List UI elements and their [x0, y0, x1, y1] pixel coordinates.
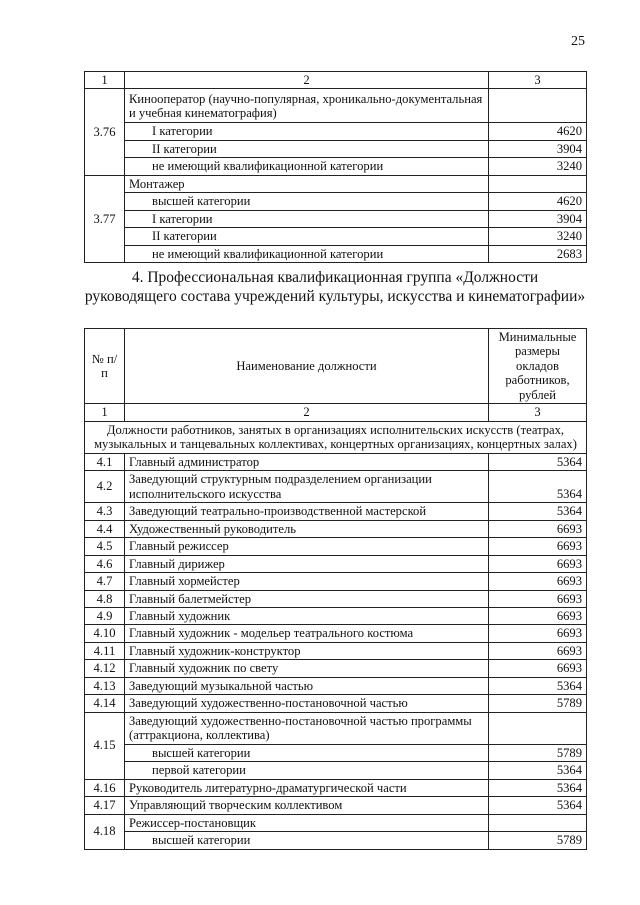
salary-value: 6693	[489, 660, 587, 677]
salary-value: 4620	[489, 193, 587, 210]
position-name: Заведующий музыкальной частью	[125, 677, 489, 694]
row-number: 4.1	[85, 453, 125, 470]
salary-value: 5789	[489, 832, 587, 849]
table-row	[85, 520, 587, 537]
rows-group	[85, 453, 587, 712]
row-number: 4.13	[85, 677, 125, 694]
table-row	[85, 228, 587, 245]
position-name: Главный художник-конструктор	[125, 642, 489, 659]
position-name: Главный художник - модельер театрального костюма	[125, 625, 489, 642]
table-row	[85, 625, 587, 642]
row-number: 4.3	[85, 503, 125, 520]
col-number-cell: 2	[125, 404, 489, 421]
position-name: Художественный руководитель	[125, 520, 489, 537]
header-salary: Минимальные размеры окладов работников, рублей	[489, 329, 587, 404]
salary-value: 5364	[489, 779, 587, 796]
row-number: 4.2	[85, 471, 125, 503]
empty-value-cell	[489, 89, 587, 123]
table-row	[85, 762, 587, 779]
position-name: Главный балетмейстер	[125, 590, 489, 607]
table-positions-continued	[84, 71, 587, 263]
table-row	[85, 140, 587, 157]
table-row	[85, 573, 587, 590]
salary-value: 5364	[489, 797, 587, 814]
position-name: Главный администратор	[125, 453, 489, 470]
header-row	[85, 329, 587, 404]
position-name: Заведующий театрально-производственной мастерской	[125, 503, 489, 520]
table-row	[85, 245, 587, 262]
salary-value: 5789	[489, 695, 587, 712]
row-number: 3.77	[85, 175, 125, 262]
row-number: 4.9	[85, 607, 125, 624]
category-label: I категории	[125, 210, 489, 227]
col-number-cell: 2	[125, 72, 489, 89]
rows-group-after	[85, 779, 587, 814]
table-row	[85, 797, 587, 814]
table-row	[85, 814, 587, 831]
header-position-name: Наименование должности	[125, 329, 489, 404]
table-row	[85, 677, 587, 694]
row-number: 4.17	[85, 797, 125, 814]
table-row	[85, 89, 587, 123]
category-label: I категории	[125, 123, 489, 140]
category-label: высшей категории	[125, 832, 489, 849]
empty-value-cell	[489, 814, 587, 831]
row-number: 4.18	[85, 814, 125, 849]
category-label: первой категории	[125, 762, 489, 779]
salary-value: 3240	[489, 158, 587, 175]
row-number: 4.15	[85, 712, 125, 779]
salary-value: 4620	[489, 123, 587, 140]
salary-value: 6693	[489, 555, 587, 572]
col-number-cell: 3	[489, 404, 587, 421]
table-row	[85, 660, 587, 677]
position-name: Главный режиссер	[125, 538, 489, 555]
salary-value: 5364	[489, 453, 587, 470]
salary-value: 3904	[489, 210, 587, 227]
page-number: 25	[571, 34, 585, 49]
table-row	[85, 590, 587, 607]
table-row	[85, 538, 587, 555]
table-row	[85, 210, 587, 227]
row-number: 4.16	[85, 779, 125, 796]
row-number: 4.6	[85, 555, 125, 572]
salary-value: 3240	[489, 228, 587, 245]
row-number: 4.4	[85, 520, 125, 537]
span-header: Должности работников, занятых в организациях исполнительских искусств (театрах, музыкальных и танцевальных коллективах, концертных организациях, концертных залах)	[85, 421, 587, 453]
position-name: Главный художник по свету	[125, 660, 489, 677]
group-4-15	[85, 712, 587, 779]
position-title: Заведующий художественно-постановочной частью программы (аттракциона, коллектива)	[125, 712, 489, 744]
salary-value: 6693	[489, 642, 587, 659]
salary-value: 6693	[489, 520, 587, 537]
salary-value: 5789	[489, 744, 587, 761]
salary-value: 5364	[489, 471, 587, 503]
table-management-positions	[84, 328, 587, 850]
header-number: № п/п	[85, 329, 125, 404]
table-row	[85, 123, 587, 140]
table-row	[85, 503, 587, 520]
category-label: высшей категории	[125, 193, 489, 210]
category-label: не имеющий квалификационной категории	[125, 158, 489, 175]
category-label: II категории	[125, 228, 489, 245]
table-row	[85, 779, 587, 796]
row-number: 3.76	[85, 89, 125, 175]
table-row	[85, 607, 587, 624]
table-row	[85, 193, 587, 210]
column-number-row	[85, 404, 587, 421]
table-row	[85, 712, 587, 744]
salary-value: 6693	[489, 607, 587, 624]
col-number-cell: 3	[489, 72, 587, 89]
category-label: высшей категории	[125, 744, 489, 761]
category-label: не имеющий квалификационной категории	[125, 245, 489, 262]
position-name: Главный художник	[125, 607, 489, 624]
position-name: Главный хормейстер	[125, 573, 489, 590]
position-name: Руководитель литературно-драматургической части	[125, 779, 489, 796]
salary-value: 6693	[489, 590, 587, 607]
row-number: 4.12	[85, 660, 125, 677]
table-row	[85, 175, 587, 192]
table-row	[85, 555, 587, 572]
row-number: 4.5	[85, 538, 125, 555]
position-name: Управляющий творческим коллективом	[125, 797, 489, 814]
salary-value: 2683	[489, 245, 587, 262]
salary-value: 5364	[489, 762, 587, 779]
group-4-18	[85, 814, 587, 849]
col-number-cell: 1	[85, 404, 125, 421]
position-title: Кинооператор (научно-популярная, хроникально-документальная и учебная кинематография)	[125, 89, 489, 123]
empty-value-cell	[489, 712, 587, 744]
salary-value: 3904	[489, 140, 587, 157]
row-number: 4.14	[85, 695, 125, 712]
salary-value: 5364	[489, 677, 587, 694]
span-header-row	[85, 421, 587, 453]
table-row	[85, 695, 587, 712]
table-row	[85, 744, 587, 761]
salary-value: 6693	[489, 538, 587, 555]
section-title: 4. Профессиональная квалификационная группа «Должности руководящего состава учреждений культуры, искусства и кинематографии»	[84, 269, 586, 305]
salary-value: 6693	[489, 573, 587, 590]
table-row	[85, 832, 587, 849]
table-row	[85, 158, 587, 175]
row-number: 4.11	[85, 642, 125, 659]
position-name: Заведующий структурным подразделением организации исполнительского искусства	[125, 471, 489, 503]
position-title: Режиссер-постановщик	[125, 814, 489, 831]
table-row	[85, 471, 587, 503]
table-row	[85, 642, 587, 659]
salary-value: 6693	[489, 625, 587, 642]
row-number: 4.8	[85, 590, 125, 607]
col-number-cell: 1	[85, 72, 125, 89]
position-name: Заведующий художественно-постановочной частью	[125, 695, 489, 712]
position-name: Главный дирижер	[125, 555, 489, 572]
table-row	[85, 453, 587, 470]
position-title: Монтажер	[125, 175, 489, 192]
salary-value: 5364	[489, 503, 587, 520]
row-number: 4.10	[85, 625, 125, 642]
row-number: 4.7	[85, 573, 125, 590]
empty-value-cell	[489, 175, 587, 192]
category-label: II категории	[125, 140, 489, 157]
column-number-row	[85, 72, 587, 89]
